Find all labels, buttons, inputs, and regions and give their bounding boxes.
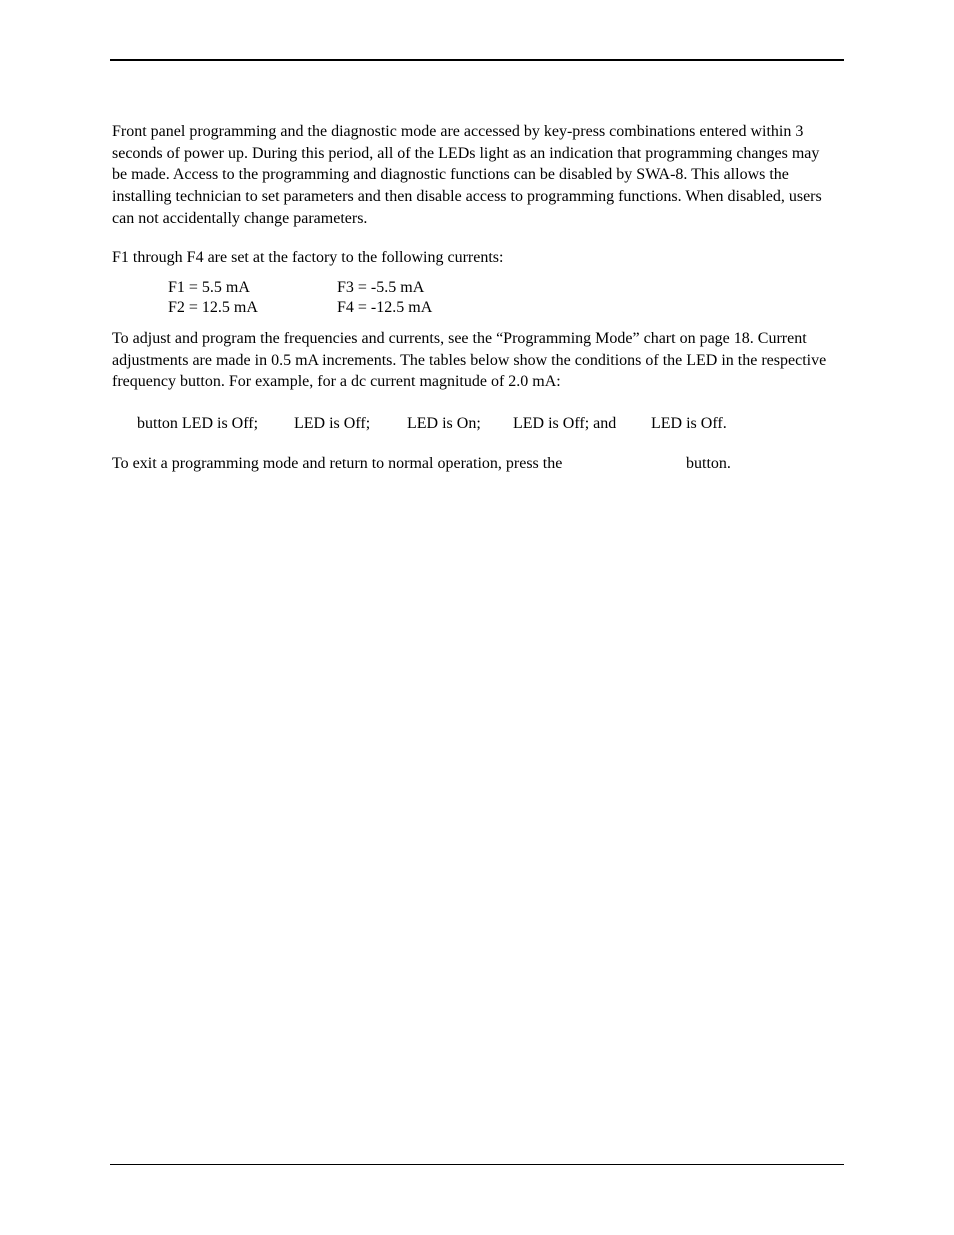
exit-paragraph: To exit a programming mode and return to normal operation, press the — [112, 455, 563, 472]
footer-rule — [110, 1164, 844, 1165]
led-state-2: LED is Off; — [294, 415, 371, 432]
led-state-1: button LED is Off; — [137, 415, 259, 432]
exit-paragraph-tail: button. — [686, 455, 731, 472]
led-state-3: LED is On; — [407, 415, 481, 432]
current-f4: F4 = -12.5 mA — [337, 299, 433, 316]
current-f2: F2 = 12.5 mA — [168, 299, 258, 316]
factory-currents-paragraph: F1 through F4 are set at the factory to the following currents: — [112, 249, 504, 266]
led-state-5: LED is Off. — [651, 415, 727, 432]
header-rule — [110, 59, 844, 61]
adjust-paragraph: To adjust and program the frequencies and currents, see the “Programming Mode” chart on page 18. Current adjustments are made in 0.5 mA increments. The tables below show the conditions of the LED in the respective frequency button. For example, for a dc current magnitude of 2.0 mA: — [112, 330, 827, 391]
led-state-4: LED is Off; and — [513, 415, 617, 432]
current-f1: F1 = 5.5 mA — [168, 279, 250, 296]
intro-paragraph: Front panel programming and the diagnostic mode are accessed by key-press combinations entered within 3 seconds of power up. During this period, all of the LEDs light as an indication that programming changes may be made. Access to the programming and diagnostic functions can be disabled by SWA-8. This allows the installing technician to set parameters and then disable access to programming functions. When disabled, users can not accidentally change parameters. — [112, 123, 822, 227]
current-f3: F3 = -5.5 mA — [337, 279, 425, 296]
